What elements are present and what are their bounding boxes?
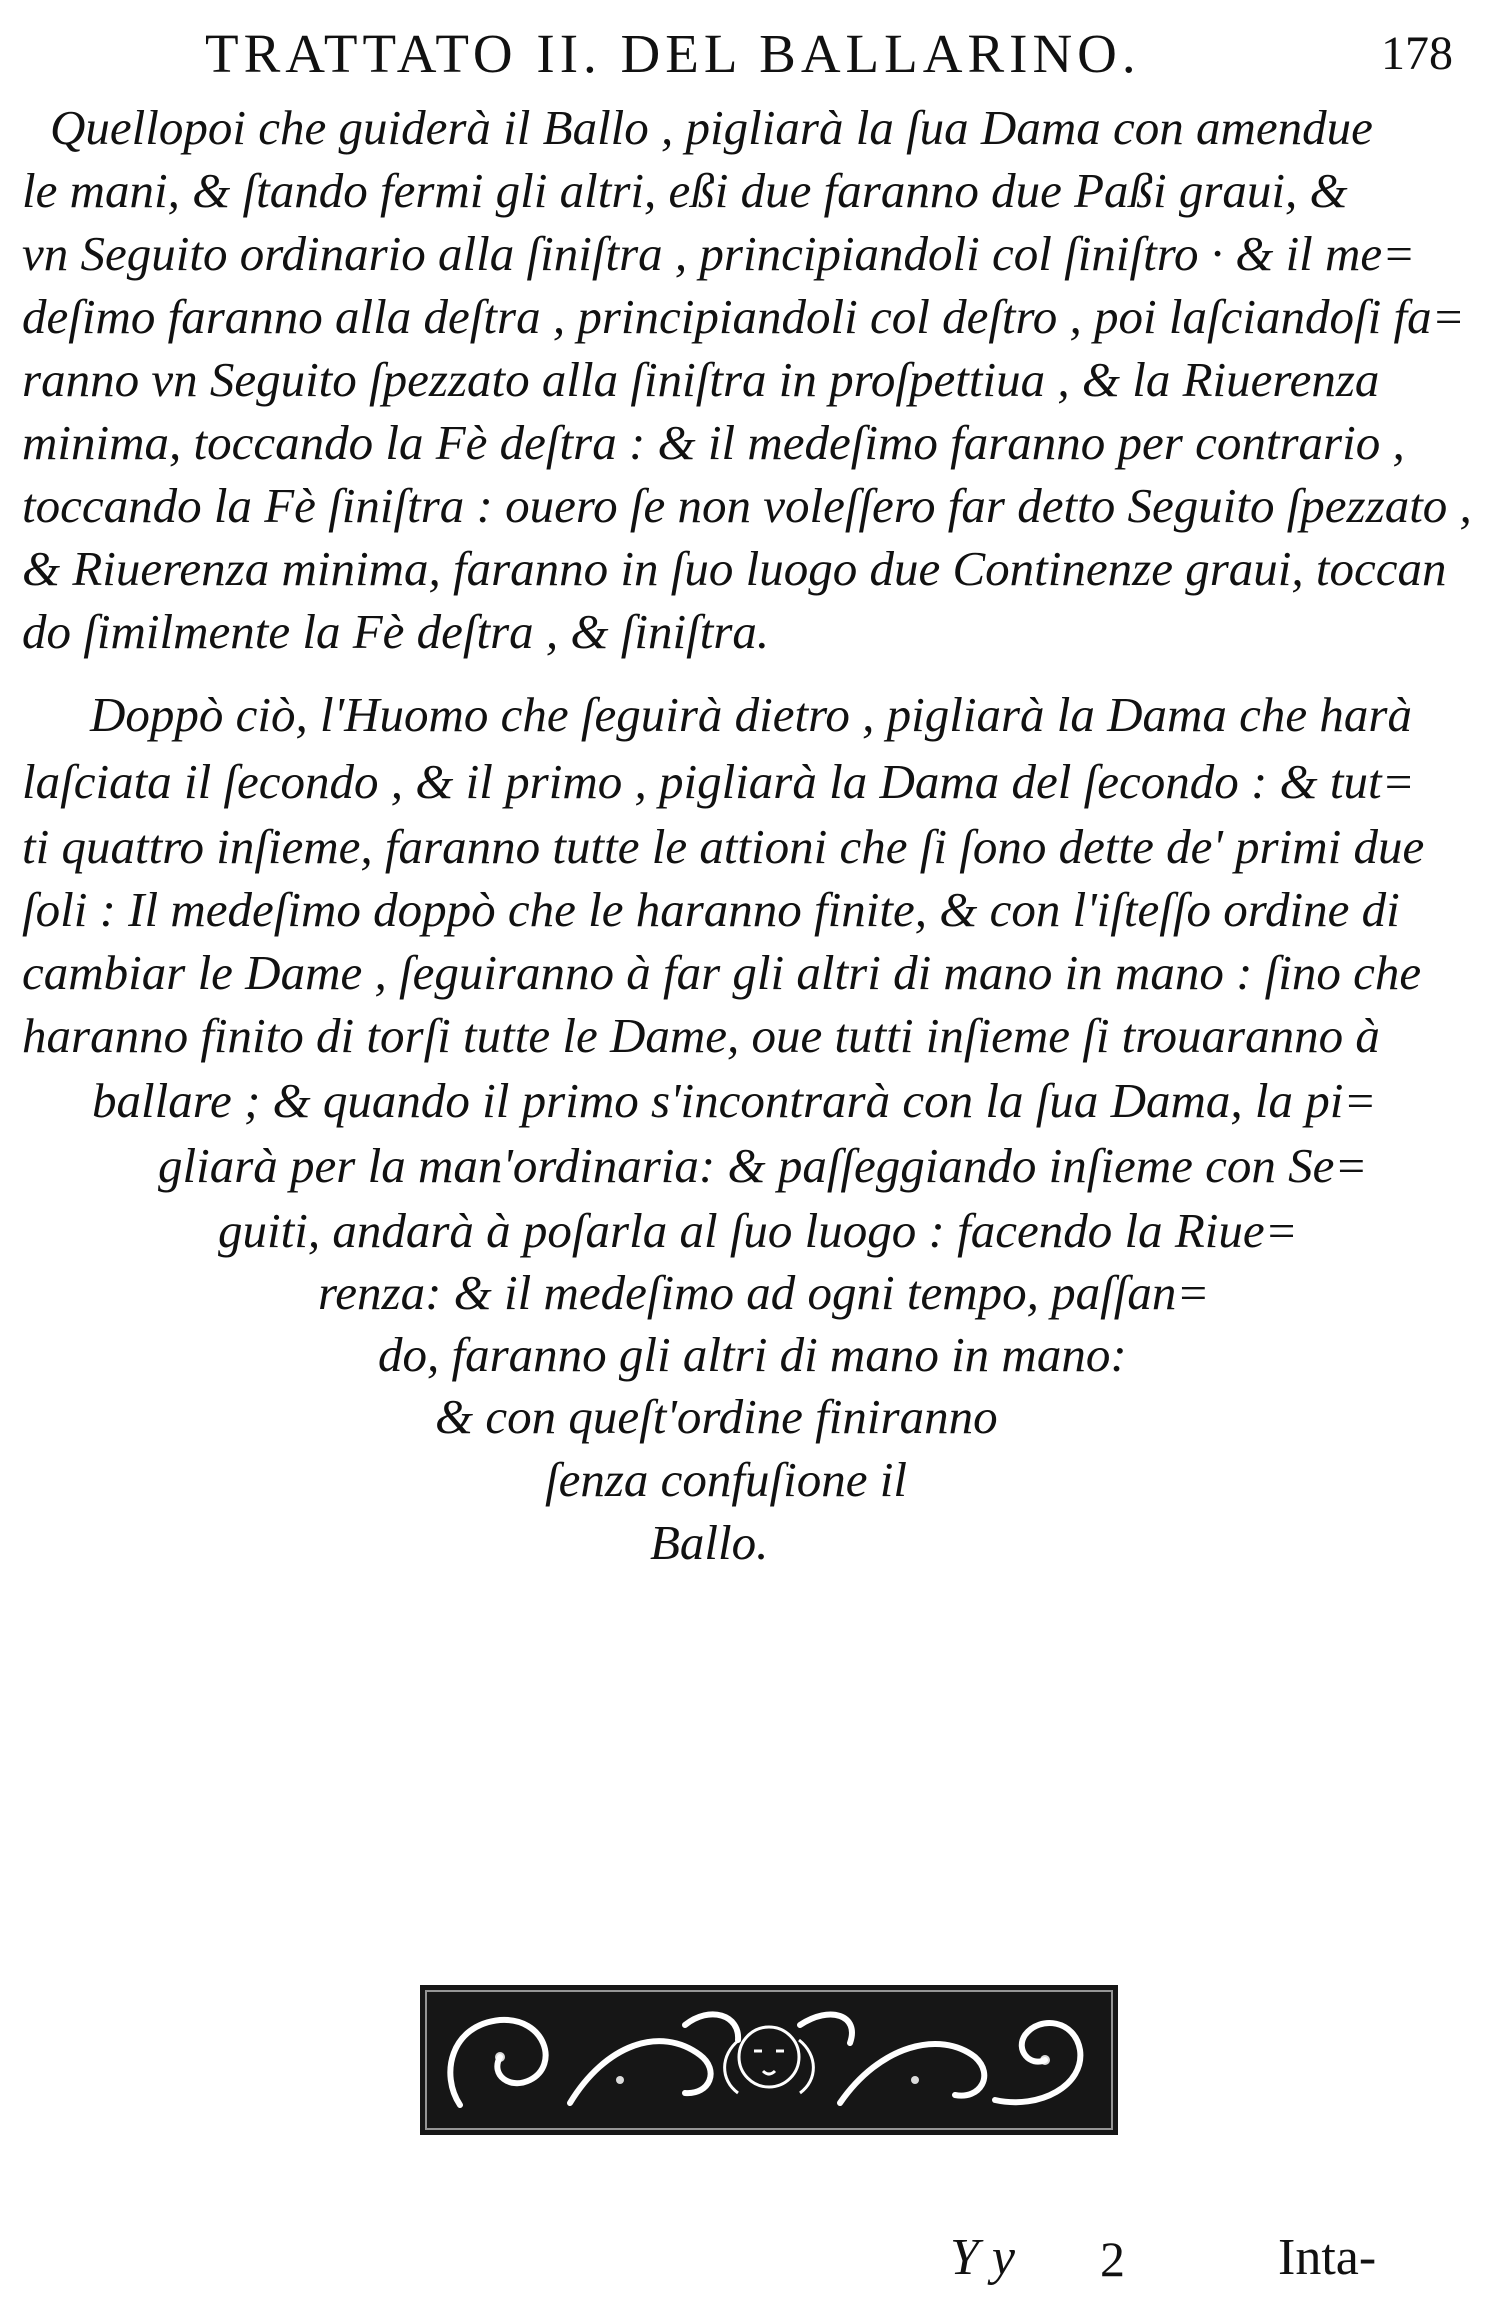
text-line: & Riuerenza minima, faranno in ſuo luogo due Continenze graui, toccan: [22, 541, 1447, 596]
decorative-ornament-band: [420, 1985, 1118, 2135]
text-line: Quellopoi che guiderà il Ballo , pigliarà la ſua Dama con amendue: [50, 100, 1373, 155]
text-line: Ballo.: [650, 1515, 769, 1570]
text-line: Doppò ciò, l'Huomo che ſeguirà dietro , pigliarà la Dama che harà: [90, 687, 1412, 742]
text-line: ranno vn Seguito ſpezzato alla ſiniſtra in proſpettiua , & la Riuerenza: [22, 352, 1380, 407]
text-line: haranno finito di torſi tutte le Dame, oue tutti inſieme ſi trouaranno à: [22, 1008, 1380, 1063]
text-line: & con queſt'ordine finiranno: [435, 1389, 998, 1444]
text-line: ballare ; & quando il primo s'incontrarà con la ſua Dama, la pi=: [92, 1073, 1377, 1128]
text-line: laſciata il ſecondo , & il primo , pigliarà la Dama del ſecondo : & tut=: [22, 754, 1415, 809]
text-line: ſoli : Il medeſimo doppò che le haranno finite, & con l'iſteſſo ordine di: [22, 882, 1400, 937]
text-line: do, faranno gli altri di mano in mano:: [378, 1327, 1127, 1382]
text-line: guiti, andarà à poſarla al ſuo luogo : facendo la Riue=: [218, 1203, 1298, 1258]
text-line: vn Seguito ordinario alla ſiniſtra , principiandoli col ſiniſtro · & il me=: [22, 226, 1416, 281]
page-number: 178: [1381, 27, 1453, 80]
page-header: [205, 22, 1475, 82]
text-line: gliarà per la man'ordinaria: & paſſeggiando inſieme con Se=: [158, 1138, 1368, 1193]
signature-number: 2: [1100, 2231, 1125, 2287]
text-line: minima, toccando la Fè deſtra : & il medeſimo faranno per contrario ,: [22, 415, 1405, 470]
text-line: renza: & il medeſimo ad ogni tempo, paſſan=: [318, 1265, 1210, 1320]
ornament-scrollwork-icon: [420, 1985, 1118, 2135]
text-line: do ſimilmente la Fè deſtra , & ſiniſtra.: [22, 604, 770, 659]
text-line: ſenza confuſione il: [545, 1452, 907, 1507]
signature-mark: Y y: [950, 2229, 1015, 2286]
catchword: Inta-: [1278, 2229, 1377, 2286]
text-line: ti quattro inſieme, faranno tutte le attioni che ſi ſono dette de' primi due: [22, 819, 1425, 874]
text-line: toccando la Fè ſiniſtra : ouero ſe non voleſſero far detto Seguito ſpezzato ,: [22, 478, 1472, 533]
running-title: TRATTATO II. DEL BALLARINO.: [205, 23, 1141, 84]
text-line: cambiar le Dame , ſeguiranno à far gli altri di mano in mano : ſino che: [22, 945, 1422, 1000]
text-line: le mani, & ſtando fermi gli altri, eßi due faranno due Paßi graui, &: [22, 163, 1348, 218]
text-line: deſimo faranno alla deſtra , principiandoli col deſtro , poi laſciandoſi fa=: [22, 289, 1465, 344]
